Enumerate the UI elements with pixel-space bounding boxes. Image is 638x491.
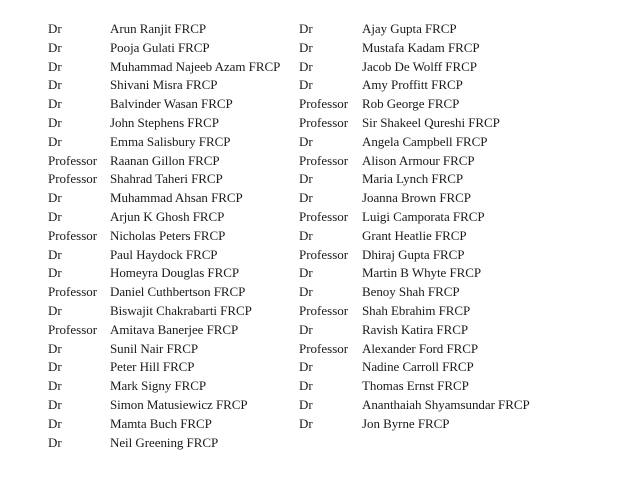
honorific-title: Dr (48, 96, 62, 112)
name-list-row (299, 264, 530, 283)
name-list-row (299, 358, 530, 377)
honorific-title: Dr (48, 58, 62, 74)
honorific-title: Dr (48, 21, 62, 36)
name-list-row (48, 76, 280, 95)
person-name: Joanna Brown FRCP (362, 190, 471, 206)
person-name: Amy Proffitt FRCP (362, 77, 463, 93)
person-name: Muhammad Najeeb Azam FRCP (110, 58, 281, 74)
person-name: Mustafa Kadam FRCP (362, 39, 480, 55)
person-name: Jacob De Wolff FRCP (362, 58, 477, 74)
person-name: Emma Salisbury FRCP (110, 133, 231, 149)
honorific-title: Dr (299, 359, 313, 375)
person-name: Amitava Banerjee FRCP (110, 321, 239, 337)
honorific-title: Dr (299, 321, 313, 337)
person-name: Luigi Camporata FRCP (362, 208, 485, 224)
name-list-row (299, 95, 530, 114)
person-name: John Stephens FRCP (110, 114, 219, 130)
honorific-title: Dr (299, 21, 313, 36)
person-name: Angela Campbell FRCP (362, 133, 488, 149)
name-list-row (299, 20, 530, 39)
honorific-title: Dr (299, 39, 313, 55)
name-list-row (299, 152, 530, 171)
person-name: Shahrad Taheri FRCP (110, 171, 223, 187)
person-name: Simon Matusiewicz FRCP (110, 396, 248, 412)
honorific-title: Dr (299, 265, 313, 281)
name-list-row (299, 39, 530, 58)
honorific-title: Dr (48, 208, 62, 224)
person-name: Peter Hill FRCP (110, 359, 195, 375)
person-name: Balvinder Wasan FRCP (110, 96, 233, 112)
honorific-title: Professor (48, 284, 98, 300)
honorific-title: Professor (48, 152, 98, 168)
person-name: Dhiraj Gupta FRCP (362, 246, 465, 262)
name-list-row (299, 208, 530, 227)
person-name: Shah Ebrahim FRCP (362, 302, 471, 318)
person-name: Daniel Cuthbertson FRCP (110, 284, 246, 300)
name-list-row (48, 208, 280, 227)
name-list-row (48, 434, 280, 453)
name-list-row (299, 396, 530, 415)
name-list-row (48, 358, 280, 377)
honorific-title: Dr (299, 58, 313, 74)
honorific-title: Dr (48, 396, 62, 412)
name-list-row (299, 377, 530, 396)
name-list-row (48, 95, 280, 114)
honorific-title: Dr (48, 359, 62, 375)
name-list-row (48, 283, 280, 302)
honorific-title: Dr (48, 378, 62, 394)
honorific-title: Dr (48, 190, 62, 206)
name-list-row (48, 39, 280, 58)
honorific-title: Dr (48, 434, 62, 450)
name-list-row (48, 152, 280, 171)
honorific-title: Professor (299, 340, 349, 356)
name-list-row (48, 133, 280, 152)
honorific-title: Dr (48, 302, 62, 318)
honorific-title: Dr (299, 77, 313, 93)
honorific-title: Dr (299, 133, 313, 149)
honorific-title: Dr (48, 77, 62, 93)
person-name: Alison Armour FRCP (362, 152, 475, 168)
honorific-title: Professor (299, 208, 349, 224)
honorific-title: Dr (48, 415, 62, 431)
name-list-row (299, 227, 530, 246)
name-list-row (299, 340, 530, 359)
honorific-title: Professor (48, 171, 98, 187)
name-list-row (299, 415, 530, 434)
person-name: Muhammad Ahsan FRCP (110, 190, 243, 206)
person-name: Thomas Ernst FRCP (362, 378, 469, 394)
person-name: Biswajit Chakrabarti FRCP (110, 302, 252, 318)
person-name: Ananthaiah Shyamsundar FRCP (362, 396, 530, 412)
person-name: Homeyra Douglas FRCP (110, 265, 240, 281)
person-name: Nadine Carroll FRCP (362, 359, 474, 375)
person-name: Grant Heatlie FRCP (362, 227, 467, 243)
honorific-title: Dr (299, 190, 313, 206)
honorific-title: Dr (48, 133, 62, 149)
person-name: Arjun K Ghosh FRCP (110, 208, 225, 224)
honorific-title: Dr (299, 396, 313, 412)
person-name: Paul Haydock FRCP (110, 246, 218, 262)
name-list-row (48, 20, 280, 39)
honorific-title: Dr (299, 378, 313, 394)
left-name-column (48, 20, 280, 452)
name-list-row (48, 58, 280, 77)
name-list-row (299, 189, 530, 208)
honorific-title: Dr (48, 246, 62, 262)
honorific-title: Dr (48, 39, 62, 55)
name-list-row (48, 227, 280, 246)
name-list-row (299, 321, 530, 340)
name-list-row (48, 340, 280, 359)
person-name: Shivani Misra FRCP (110, 77, 218, 93)
honorific-title: Dr (299, 415, 313, 431)
name-list-row (299, 58, 530, 77)
name-list-row (299, 302, 530, 321)
person-name: Arun Ranjit FRCP (110, 21, 206, 36)
person-name: Alexander Ford FRCP (362, 340, 479, 356)
name-list-row (48, 396, 280, 415)
person-name: Sir Shakeel Qureshi FRCP (362, 114, 500, 130)
person-name: Benoy Shah FRCP (362, 284, 460, 300)
person-name: Neil Greening FRCP (110, 434, 219, 450)
name-list-row (48, 415, 280, 434)
person-name: Sunil Nair FRCP (110, 340, 199, 356)
name-list-row (299, 76, 530, 95)
name-list-row (299, 133, 530, 152)
honorific-title: Professor (299, 246, 349, 262)
name-list-row (48, 114, 280, 133)
honorific-title: Professor (48, 227, 98, 243)
person-name: Jon Byrne FRCP (362, 415, 450, 431)
person-name: Maria Lynch FRCP (362, 171, 464, 187)
name-list-row (299, 170, 530, 189)
right-name-column (299, 20, 530, 434)
person-name: Raanan Gillon FRCP (110, 152, 220, 168)
honorific-title: Professor (48, 321, 98, 337)
person-name: Martin B Whyte FRCP (362, 265, 482, 281)
honorific-title: Professor (299, 96, 349, 112)
person-name: Mamta Buch FRCP (110, 415, 212, 431)
person-name: Nicholas Peters FRCP (110, 227, 226, 243)
name-list-row (48, 302, 280, 321)
person-name: Pooja Gulati FRCP (110, 39, 210, 55)
honorific-title: Professor (299, 302, 349, 318)
honorific-title: Dr (299, 171, 313, 187)
name-list-row (299, 246, 530, 265)
name-list-row (48, 189, 280, 208)
name-list-row (48, 377, 280, 396)
honorific-title: Dr (299, 227, 313, 243)
person-name: Ajay Gupta FRCP (362, 21, 457, 36)
honorific-title: Dr (299, 284, 313, 300)
name-list-row (48, 321, 280, 340)
name-list-row (48, 264, 280, 283)
honorific-title: Professor (299, 114, 349, 130)
honorific-title: Dr (48, 265, 62, 281)
person-name: Mark Signy FRCP (110, 378, 207, 394)
honorific-title: Professor (299, 152, 349, 168)
honorific-title: Dr (48, 340, 62, 356)
person-name: Rob George FRCP (362, 96, 460, 112)
honorific-title: Dr (48, 114, 62, 130)
name-list-row (299, 283, 530, 302)
name-list-row (48, 246, 280, 265)
name-list-row (48, 170, 280, 189)
person-name: Ravish Katira FRCP (362, 321, 468, 337)
name-list-row (299, 114, 530, 133)
